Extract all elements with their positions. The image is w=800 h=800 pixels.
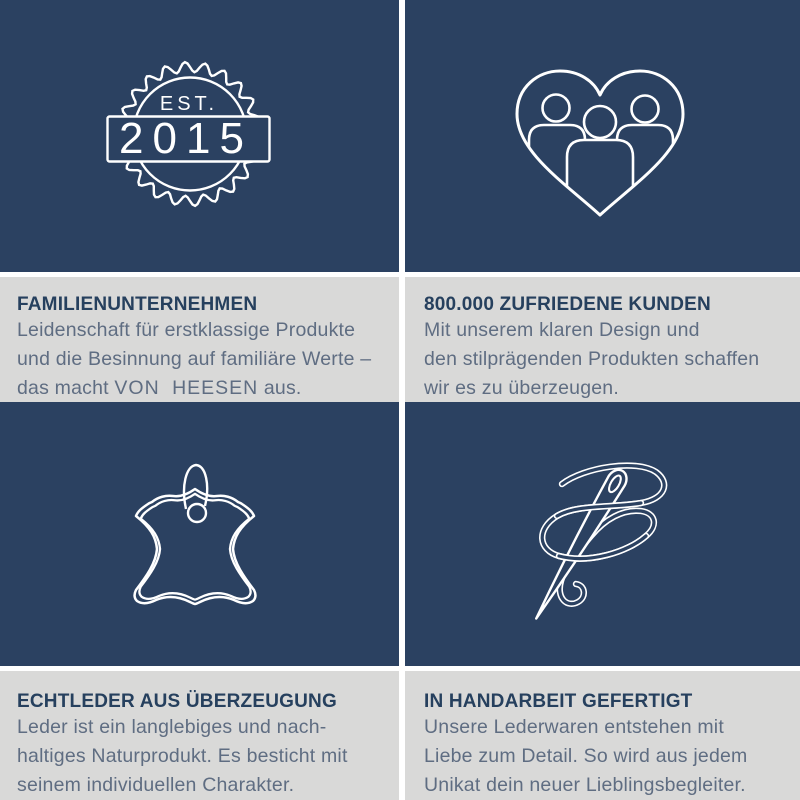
handmade-card-body-line: Unsere Lederwaren entstehen mit <box>424 716 724 738</box>
person-right-head <box>632 96 659 123</box>
handmade-card-body-line: Unikat dein neuer Lieblingsbegleiter. <box>424 774 746 796</box>
badge-est-2015-icon <box>0 0 399 272</box>
leather-card-body-line: seinem individuellen Charakter. <box>17 774 295 796</box>
handmade-card-heading: IN HANDARBEIT GEFERTIGT <box>424 691 693 712</box>
feature-card-customers <box>405 0 800 399</box>
body-text-prefix: das macht <box>17 377 115 399</box>
handmade-card-caption <box>405 671 800 800</box>
hide-hole <box>188 504 206 522</box>
handmade-card-body-line: Liebe zum Detail. So wird aus jedem <box>424 745 748 767</box>
body-text-suffix: aus. <box>258 377 302 399</box>
person-center-body <box>567 140 633 214</box>
badge-est-label: EST. <box>159 93 219 115</box>
family-card-heading: FAMILIENUNTERNEHMEN <box>17 294 258 315</box>
leather-card-art <box>0 402 399 666</box>
hang-loop <box>184 465 207 509</box>
customers-card-art <box>405 0 800 272</box>
family-card-body-line <box>17 374 391 403</box>
family-card-body-line: und die Besinnung auf familiäre Werte – <box>17 348 372 370</box>
customers-card-body-line: Mit unserem klaren Design und <box>424 319 700 341</box>
family-card-art <box>0 0 399 272</box>
leather-card-caption <box>0 671 399 800</box>
feature-card-handmade <box>405 402 800 800</box>
customers-card-body-line: wir es zu überzeugen. <box>424 377 619 399</box>
feature-card-family <box>0 0 399 399</box>
customers-card-body-line: den stilprägenden Produkten schaffen <box>424 348 760 370</box>
leather-hide-icon <box>0 402 399 666</box>
person-center-head <box>584 106 616 138</box>
feature-card-leather <box>0 402 399 800</box>
handmade-card-art <box>405 402 800 666</box>
heart-family-icon <box>405 0 800 272</box>
needle-thread-icon <box>405 402 800 666</box>
leather-card-heading: ECHTLEDER AUS ÜBERZEUGUNG <box>17 691 337 712</box>
family-card-caption <box>0 277 399 403</box>
customers-card-caption <box>405 277 800 403</box>
badge-year: 2015 <box>119 114 253 163</box>
leather-card-body-line: haltiges Naturprodukt. Es besticht mit <box>17 745 348 767</box>
family-card-body-line: Leidenschaft für erstklassige Produkte <box>17 319 356 341</box>
person-left-head <box>543 95 570 122</box>
customers-card-heading: 800.000 ZUFRIEDENE KUNDEN <box>424 294 711 315</box>
leather-card-body-line: Leder ist ein langlebiges und nach- <box>17 716 327 738</box>
brand-name: VON HEESEN <box>114 377 259 399</box>
